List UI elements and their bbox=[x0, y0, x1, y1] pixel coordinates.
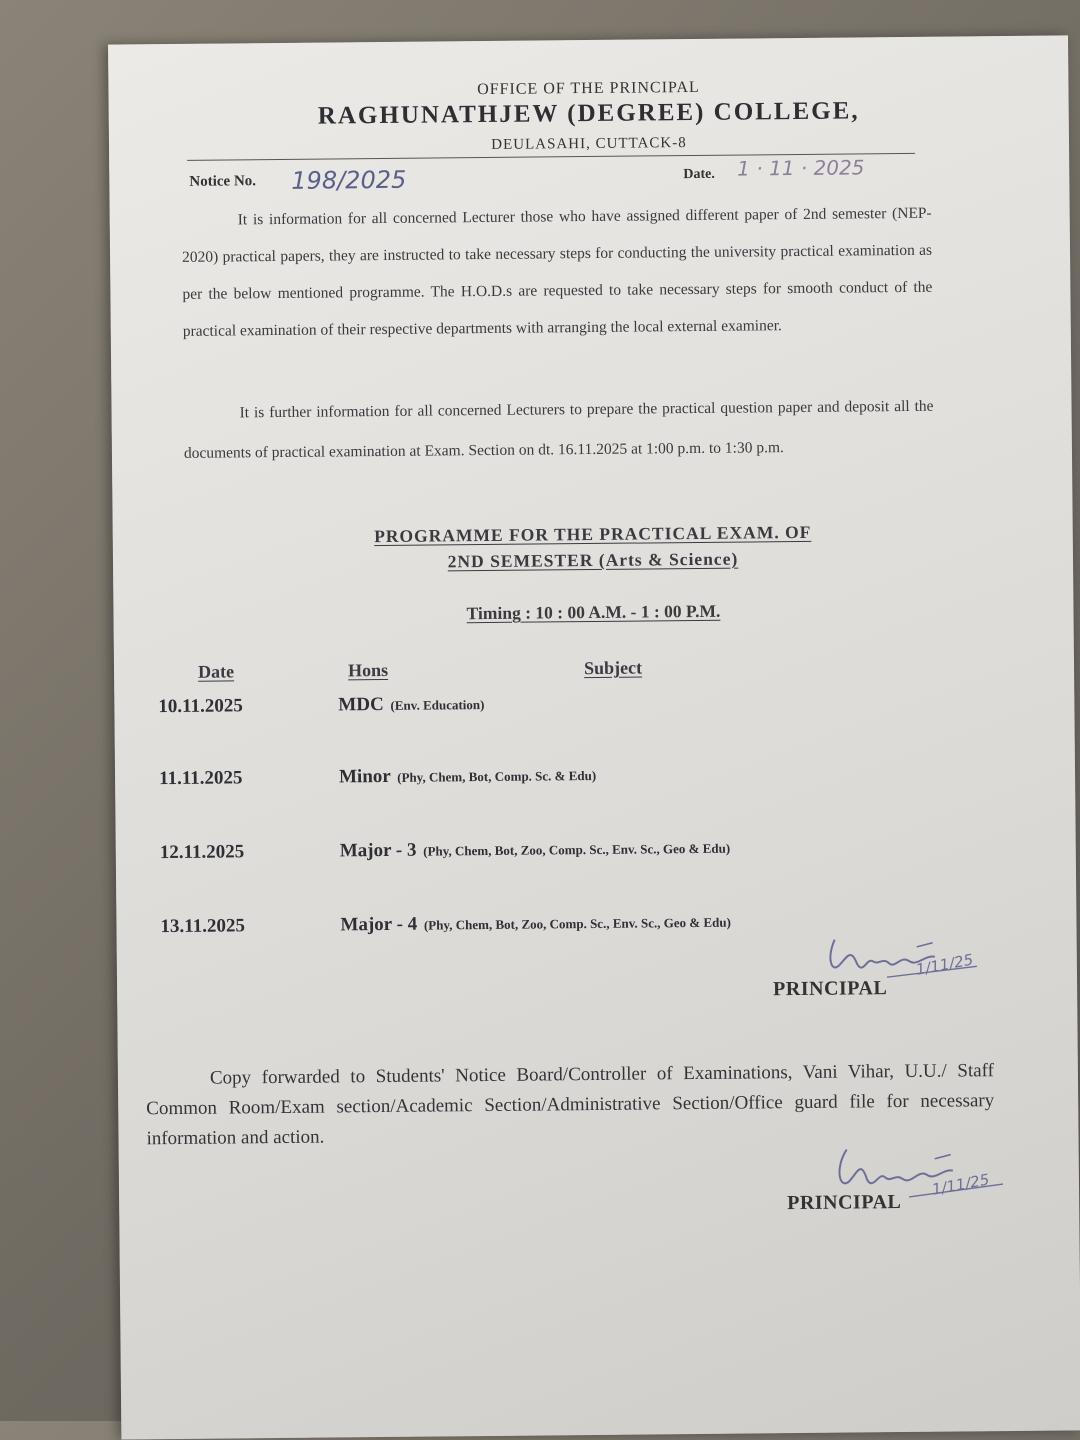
row-date: 10.11.2025 bbox=[158, 695, 243, 718]
programme-title-line1: PROGRAMME FOR THE PRACTICAL EXAM. OF bbox=[374, 521, 812, 547]
row-date: 12.11.2025 bbox=[159, 841, 245, 864]
notice-number: 198/2025 bbox=[291, 165, 407, 195]
row-date: 11.11.2025 bbox=[158, 767, 243, 790]
row-date: 13.11.2025 bbox=[160, 915, 246, 938]
schedule-row bbox=[158, 688, 978, 718]
notice-date: 1 · 11 · 2025 bbox=[737, 155, 865, 181]
principal-title-2: PRINCIPAL bbox=[787, 1191, 902, 1215]
row-subject: (Phy, Chem, Bot, Zoo, Comp. Sc., Env. Sc., Geo & Edu) bbox=[423, 914, 731, 933]
notice-date-label: Date. bbox=[683, 166, 715, 183]
notice-number-label: Notice No. bbox=[189, 173, 257, 190]
row-subject: (Phy, Chem, Bot, Zoo, Comp. Sc., Env. Sc., Geo & Edu) bbox=[423, 840, 731, 859]
row-hons: MDC (Env. Education) bbox=[338, 693, 485, 716]
column-header-subject: Subject bbox=[583, 657, 643, 679]
schedule-row bbox=[158, 760, 979, 790]
notice-sheet bbox=[108, 35, 1080, 1439]
row-hons: Major - 4 (Phy, Chem, Bot, Zoo, Comp. Sc., Env. Sc., Geo & Edu) bbox=[340, 913, 731, 936]
copy-forwarded-text: Copy forwarded to Students' Notice Board/Controller of Examinations, Vani Vihar, U.U./ Staff Common Room/Exam section/Academic Section/Administrative Section/Office guard file for necessary information and action. bbox=[146, 1060, 995, 1150]
signature-date-1: 1/11/25 bbox=[914, 950, 975, 979]
programme-title-line2: 2ND SEMESTER (Arts & Science) bbox=[447, 548, 739, 572]
signature-date-2: 1/11/25 bbox=[930, 1170, 991, 1199]
row-subject: (Env. Education) bbox=[390, 697, 485, 713]
schedule-row bbox=[160, 908, 980, 938]
exam-timing: Timing : 10 : 00 A.M. - 1 : 00 P.M. bbox=[466, 600, 721, 624]
paragraph-deposit: It is further information for all concerned Lecturers to prepare the practical question paper and deposit all the documents of practical examination at Exam. Section on dt. 16.11.2025 at 1:00 p.m. to 1:30 p.m. bbox=[183, 397, 934, 462]
column-header-hons: Hons bbox=[347, 659, 389, 681]
row-subject: (Phy, Chem, Bot, Comp. Sc. & Edu) bbox=[397, 767, 597, 785]
column-header-date: Date bbox=[197, 661, 235, 682]
college-name: RAGHUNATHJEW (DEGREE) COLLEGE, bbox=[317, 97, 860, 130]
principal-title-1: PRINCIPAL bbox=[773, 977, 888, 1001]
row-hons: Major - 3 (Phy, Chem, Bot, Zoo, Comp. Sc., Env. Sc., Geo & Edu) bbox=[339, 839, 731, 862]
office-heading: OFFICE OF THE PRINCIPAL bbox=[477, 78, 700, 99]
row-hons: Minor (Phy, Chem, Bot, Comp. Sc. & Edu) bbox=[338, 765, 597, 788]
schedule-row bbox=[159, 834, 980, 864]
college-address: DEULASAHI, CUTTACK-8 bbox=[491, 135, 687, 153]
paragraph-instructions: It is information for all concerned Lecturer those who have assigned different paper of 2nd semester (NEP-2020) practical papers, they are instructed to take necessary steps for conducting the university practical examination as per the below mentioned programme. The H.O.D.s are requested to take necessary steps for smooth conduct of the practical examination of their respective departments with arranging the local external examiner. bbox=[181, 204, 933, 340]
